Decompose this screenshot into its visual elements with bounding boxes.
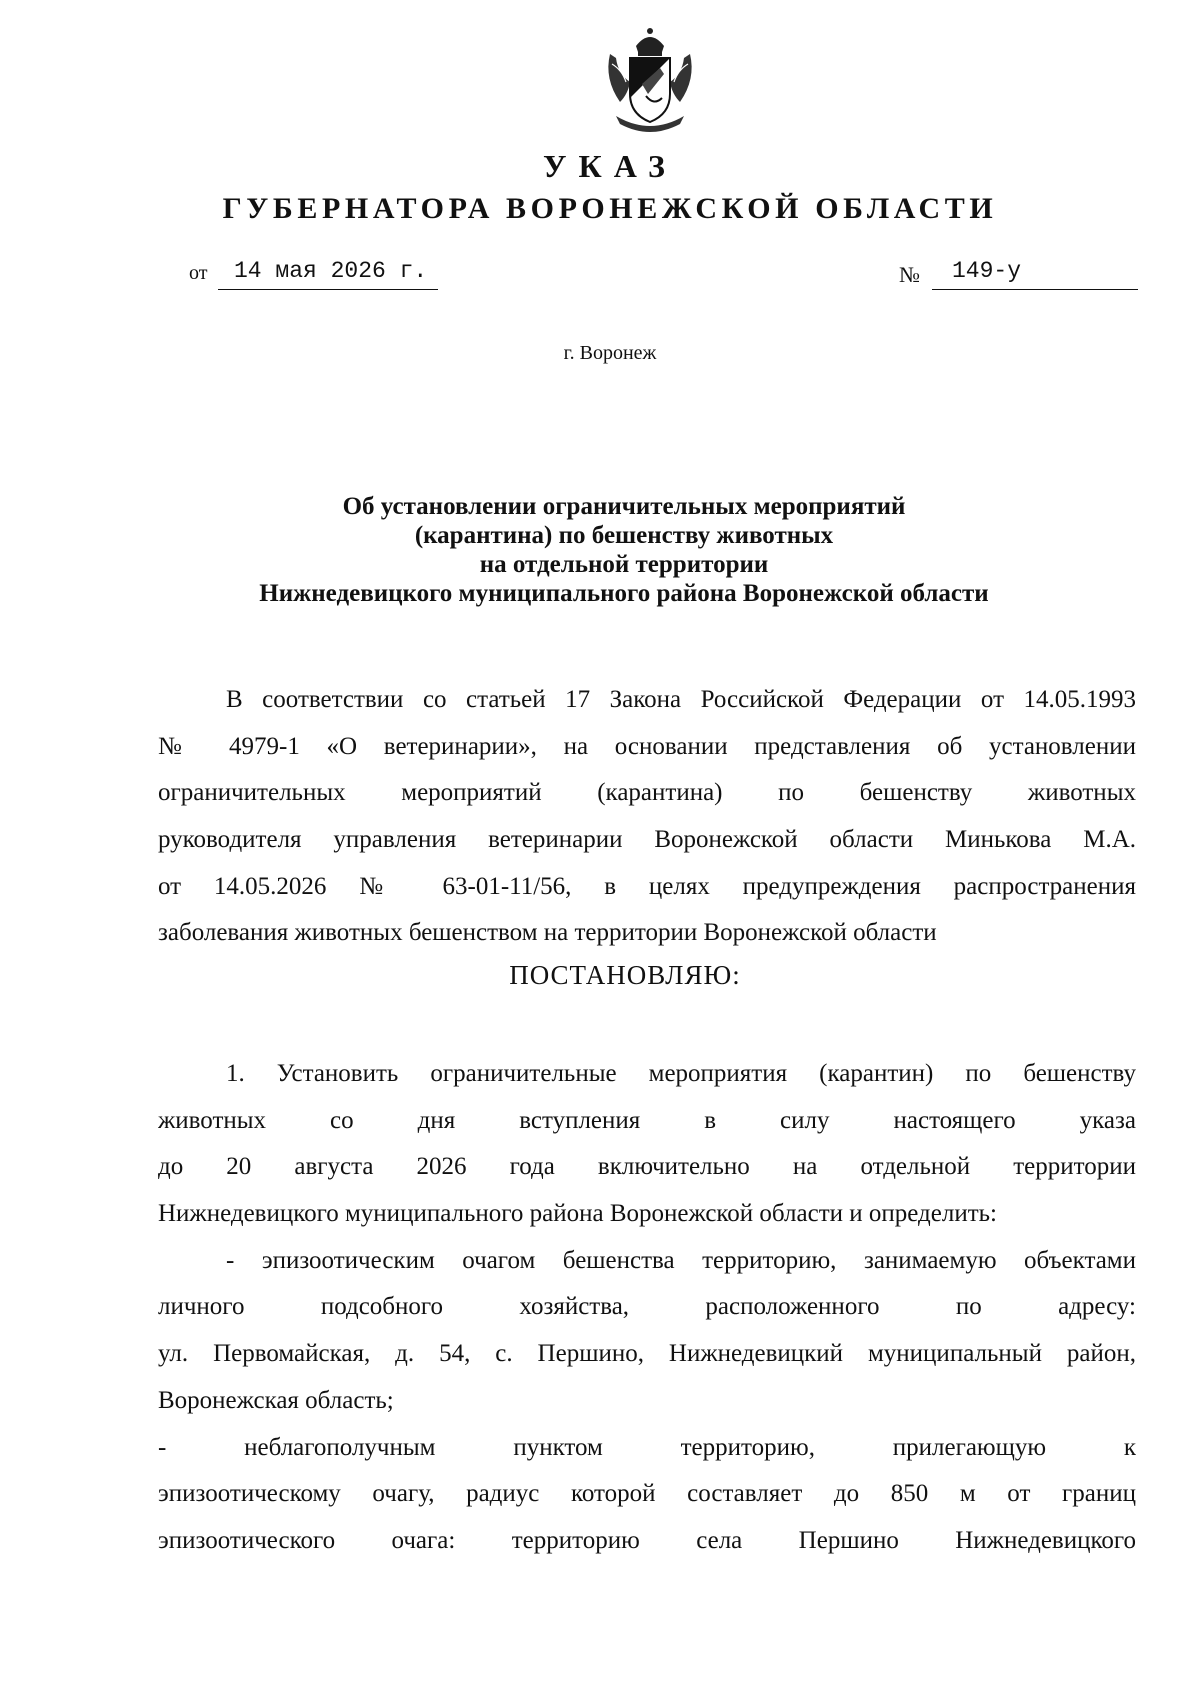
document-title: УКАЗ [543, 148, 677, 184]
document-issuer: ГУБЕРНАТОРА ВОРОНЕЖСКОЙ ОБЛАСТИ [222, 192, 998, 225]
item-line: - неблагополучным пунктом территорию, прилегающую к [158, 1433, 1136, 1461]
preamble-line: от 14.05.2026 № 63-01-11/56, в целях предупреждения распространения [158, 872, 1136, 900]
voronezh-coat-of-arms-icon [602, 24, 698, 136]
document-number: 149-у [932, 258, 1138, 290]
item-line: - эпизоотическим очагом бешенства территорию, занимаемую объектами [226, 1246, 1136, 1274]
item-line: 1. Установить ограничительные мероприятия (карантин) по бешенству [226, 1060, 1136, 1087]
preamble-line: В соответствии со статьей 17 Закона Российской Федерации от 14.05.1993 [226, 686, 1136, 713]
item-line: животных со дня вступления в силу настоящего указа [158, 1106, 1136, 1134]
item-line: личного подсобного хозяйства, расположенного по адресу: [158, 1293, 1136, 1321]
preamble-line: № 4979-1 «О ветеринарии», на основании представления об установлении [158, 732, 1136, 760]
item-line: Воронежская область; [158, 1386, 394, 1414]
item-line: эпизоотического очага: территорию села Першино Нижнедевицкого [158, 1526, 1136, 1554]
item-line: Нижнедевицкого муниципального района Воронежской области и определить: [158, 1200, 997, 1228]
item-line: эпизоотическому очагу, радиус которой составляет до 850 м от границ [158, 1480, 1136, 1508]
item-1-paragraph [158, 1051, 1136, 1565]
subject-line: Нижнедевицкого муниципального района Воронежской области [259, 580, 989, 607]
subject-line: Об установлении ограничительных мероприятий [342, 493, 906, 520]
preamble-line: заболевания животных бешенством на территории Воронежской области [158, 919, 937, 947]
document-date: 14 мая 2026 г. [218, 258, 438, 290]
city-line: г. Воронеж [563, 342, 657, 364]
number-prefix: № [899, 262, 920, 287]
document-subject [0, 492, 1200, 608]
item-line: до 20 августа 2026 года включительно на отдельной территории [158, 1153, 1136, 1181]
subject-line: (карантина) по бешенству животных [414, 522, 834, 549]
item-line: ул. Первомайская, д. 54, с. Першино, Нижнедевицкий муниципальный район, [158, 1340, 1136, 1368]
preamble-paragraph [158, 677, 1136, 957]
decree-word: ПОСТАНОВЛЯЮ: [509, 960, 741, 990]
preamble-line: руководителя управления ветеринарии Воронежской области Минькова М.А. [158, 826, 1136, 854]
subject-line: на отдельной территории [479, 551, 769, 578]
date-prefix: от [189, 262, 208, 284]
preamble-line: ограничительных мероприятий (карантина) по бешенству животных [158, 779, 1136, 807]
